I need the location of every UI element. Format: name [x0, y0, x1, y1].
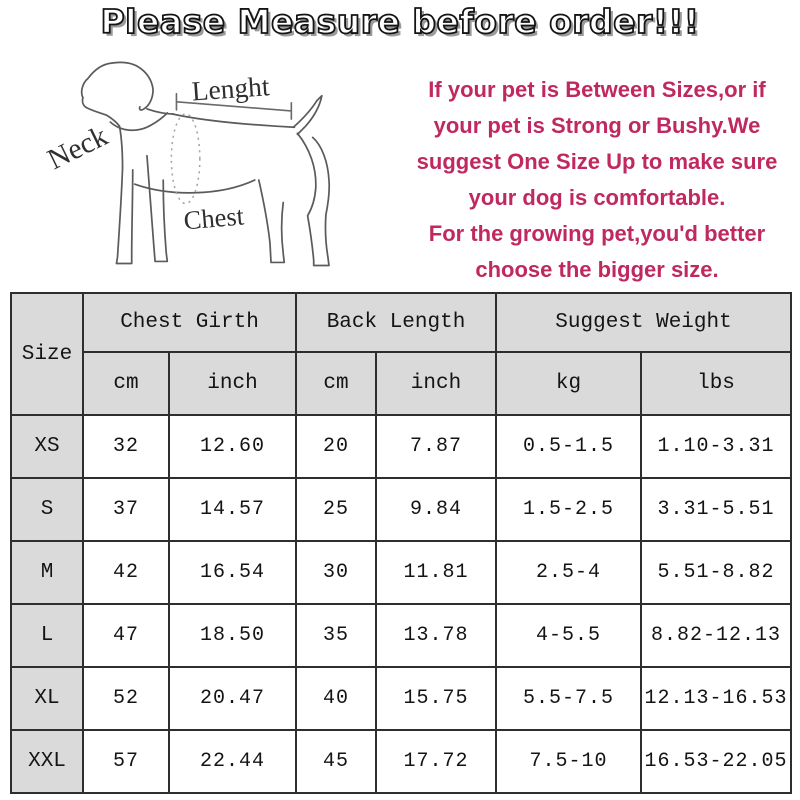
table-cell: 30: [296, 541, 376, 604]
chest-girth-ellipse: [171, 114, 199, 203]
table-row: [11, 478, 791, 541]
length-label: Lenght: [190, 71, 271, 107]
dog-shoulder-line: [110, 113, 167, 130]
table-cell: 5.5-7.5: [496, 667, 641, 730]
table-cell: 11.81: [376, 541, 496, 604]
table-cell: 14.57: [169, 478, 296, 541]
table-cell: 9.84: [376, 478, 496, 541]
advice-line: If your pet is Between Sizes,or if: [428, 77, 766, 102]
table-header-row: [11, 293, 791, 352]
table-cell: 25: [296, 478, 376, 541]
page-title: Please Measure before order!!!: [100, 2, 700, 41]
advice-line: your pet is Strong or Bushy.We: [433, 113, 761, 138]
table-cell: 57: [83, 730, 169, 793]
table-cell: 4-5.5: [496, 604, 641, 667]
size-cell: XS: [11, 415, 83, 478]
table-cell: 1.10-3.31: [641, 415, 791, 478]
advice-line: For the growing pet,you'd better: [428, 221, 766, 246]
dog-hind-leg-far: [259, 180, 284, 262]
col-header-size: Size: [11, 293, 83, 415]
dog-hind-leg-near: [297, 133, 329, 265]
dog-front-leg-near: [116, 168, 132, 264]
table-cell: 2.5-4: [496, 541, 641, 604]
table-row: [11, 415, 791, 478]
table-cell: 12.60: [169, 415, 296, 478]
table-cell: 16.53-22.05: [641, 730, 791, 793]
unit-header-cm: cm: [83, 352, 169, 415]
dog-neck-back-line: [147, 109, 173, 114]
table-cell: 52: [83, 667, 169, 730]
size-cell: XL: [11, 667, 83, 730]
size-cell: L: [11, 604, 83, 667]
table-subheader-row: [11, 352, 791, 415]
unit-header-cm: cm: [296, 352, 376, 415]
size-table: [10, 292, 792, 794]
table-row: [11, 730, 791, 793]
advice-line: your dog is comfortable.: [468, 185, 726, 210]
size-cell: S: [11, 478, 83, 541]
advice-line: choose the bigger size.: [475, 257, 719, 282]
table-cell: 7.5-10: [496, 730, 641, 793]
table-cell: 0.5-1.5: [496, 415, 641, 478]
table-cell: 8.82-12.13: [641, 604, 791, 667]
table-cell: 12.13-16.53: [641, 667, 791, 730]
table-cell: 15.75: [376, 667, 496, 730]
col-header-chest-girth: Chest Girth: [83, 293, 296, 352]
table-cell: 3.31-5.51: [641, 478, 791, 541]
size-cell: M: [11, 541, 83, 604]
dog-head-outline: [82, 62, 153, 110]
sizing-advice-text: [398, 72, 796, 288]
table-cell: 47: [83, 604, 169, 667]
unit-header-lbs: lbs: [641, 352, 791, 415]
chest-label: Chest: [182, 200, 246, 236]
table-cell: 5.51-8.82: [641, 541, 791, 604]
dog-back-line: [172, 114, 294, 127]
dog-tail-outline: [293, 96, 321, 135]
unit-header-inch: inch: [376, 352, 496, 415]
unit-header-inch: inch: [169, 352, 296, 415]
table-cell: 37: [83, 478, 169, 541]
unit-header-kg: kg: [496, 352, 641, 415]
dog-front-leg-far: [147, 156, 167, 262]
table-cell: 20.47: [169, 667, 296, 730]
table-cell: 42: [83, 541, 169, 604]
table-cell: 32: [83, 415, 169, 478]
table-cell: 45: [296, 730, 376, 793]
table-cell: 22.44: [169, 730, 296, 793]
neck-label: Neck: [42, 120, 113, 177]
table-cell: 35: [296, 604, 376, 667]
size-cell: XXL: [11, 730, 83, 793]
table-row: [11, 541, 791, 604]
table-cell: 7.87: [376, 415, 496, 478]
dog-measurement-diagram: [16, 54, 404, 296]
col-header-back-length: Back Length: [296, 293, 496, 352]
advice-line: suggest One Size Up to make sure: [416, 149, 778, 174]
col-header-suggest-weight: Suggest Weight: [496, 293, 791, 352]
table-row: [11, 604, 791, 667]
table-cell: 16.54: [169, 541, 296, 604]
table-cell: 1.5-2.5: [496, 478, 641, 541]
table-cell: 20: [296, 415, 376, 478]
table-row: [11, 667, 791, 730]
table-cell: 17.72: [376, 730, 496, 793]
table-cell: 13.78: [376, 604, 496, 667]
table-cell: 40: [296, 667, 376, 730]
table-cell: 18.50: [169, 604, 296, 667]
